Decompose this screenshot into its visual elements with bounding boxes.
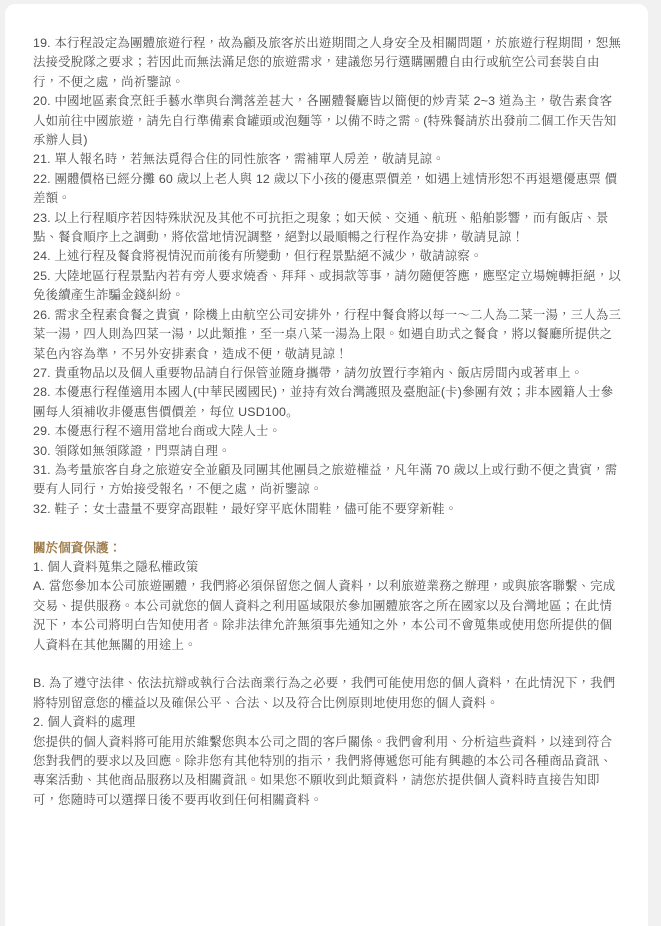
privacy-paragraph: 1. 個人資料蒐集之隱私權政策 — [33, 559, 199, 574]
terms-item: 25. 大陸地區行程景點內若有旁人要求燒香、拜拜、或捐款等事，請勿隨便答應，應堅定立場婉轉拒絕，以免後續產生詐騙金錢糾紛。 — [33, 268, 622, 303]
privacy-paragraph: 您提供的個人資料將可能用於維繫您與本公司之間的客戶關係。我們會利用、分析這些資料，以達到符合您對我們的要求以及回應。除非您有其他特別的指示，我們將傳遞您可能有興趣的本公司各種商品資訊、專案活動、其他商品服務以及相關資訊。如果您不願收到此類資料，請您於提供個人資料時直接告知即可，您隨時可以選擇日後不要再收到任何相關資料。 — [33, 734, 613, 807]
privacy-paragraph: 2. 個人資料的處理 — [33, 715, 136, 730]
terms-list — [33, 34, 624, 519]
terms-item: 32. 鞋子：女士盡量不要穿高跟鞋，最好穿平底休閒鞋，儘可能不要穿新鞋。 — [33, 501, 458, 516]
terms-item: 20. 中國地區素食烹飪手藝水準與台灣落差甚大，各團體餐廳皆以簡便的炒青菜 2~3 道為主，敬告素食客人如前往中國旅遊，請先自行準備素食罐頭或泡麵等，以備不時之需。(特殊餐請於出發前二個工作天告知承辦人員) — [33, 94, 617, 148]
terms-item: 31. 為考量旅客自身之旅遊安全並顧及同團其他團員之旅遊權益，凡年滿 70 歲以上或行動不便之貴賓，需要有人同行，方始接受報名，不便之處，尚祈鑒諒。 — [33, 462, 618, 497]
terms-item: 24. 上述行程及餐食將視情況而前後有所變動，但行程景點絕不減少，敬請諒察。 — [33, 249, 483, 264]
privacy-paragraph: A. 當您參加本公司旅遊團體，我們將必須保留您之個人資料，以利旅遊業務之辦理，或與旅客聯繫、完成交易、提供服務。本公司就您的個人資料之利用區域限於參加團體旅客之所在國家以及台灣地區；在此情況下，本公司將明白告知使用者。除非法律允許無須事先通知之外，本公司不會蒐集或使用您所提供的個人資料在其他無關的用途上。 — [33, 579, 616, 652]
terms-item: 26. 需求全程素食餐之貴賓，除機上由航空公司安排外，行程中餐食將以每一～二人為二菜一湯，三人為三菜一湯，四人則為四菜一湯，以此類推，至一桌八菜一湯為上限。如遇自助式之餐食，將以餐廳所提供之菜色內容為準，不另外安排素食，造成不便，敬請見諒！ — [33, 307, 622, 361]
terms-item: 27. 貴重物品以及個人重要物品請自行保管並隨身攜帶，請勿放置行李箱內、飯店房間內或著車上。 — [33, 365, 584, 380]
terms-item: 28. 本優惠行程僅適用本國人(中華民國國民)，並持有效台灣護照及臺胞証(卡)參團有效；非本國籍人士參團每人須補收非優惠售價價差，每位 USD100。 — [33, 385, 614, 419]
terms-item: 22. 團體價格已經分攤 60 歲以上老人與 12 歲以下小孩的優惠票價差，如遇上述情形恕不再退還優惠票 價差額。 — [33, 171, 618, 206]
terms-item: 23. 以上行程順序若因特殊狀況及其他不可抗拒之現象；如天候、交通、航班、船舶影響，而有飯店、景點、餐食順序上之調動，將依當地情況調整，絕對以最順暢之行程作為安排，敬請見諒！ — [33, 210, 609, 245]
privacy-section-heading: 關於個資保護： — [33, 540, 122, 555]
document-card — [5, 4, 648, 926]
terms-item: 19. 本行程設定為團體旅遊行程，故為顧及旅客於出遊期間之人身安全及相關問題，於旅遊行程期間，恕無法接受脫隊之要求；若因此而無法滿足您的旅遊需求，建議您另行選購團體自由行或航空公司套裝自由行，不便之處，尚祈鑒諒。 — [33, 36, 622, 89]
privacy-paragraph: B. 為了遵守法律、依法抗辯或執行合法商業行為之必要，我們可能使用您的個人資料，在此情況下，我們將特別留意您的權益以及確保公平、合法、以及符合比例原則地使用您的個人資料。 — [33, 676, 616, 710]
terms-document — [5, 4, 648, 810]
terms-item: 21. 單人報名時，若無法覓得合住的同性旅客，需補單人房差，敬請見諒。 — [33, 152, 445, 167]
privacy-section — [33, 558, 624, 810]
terms-item: 29. 本優惠行程不適用當地台商或大陸人士。 — [33, 424, 282, 439]
terms-item: 30. 領隊如無領隊證，門票請自理。 — [33, 443, 231, 458]
